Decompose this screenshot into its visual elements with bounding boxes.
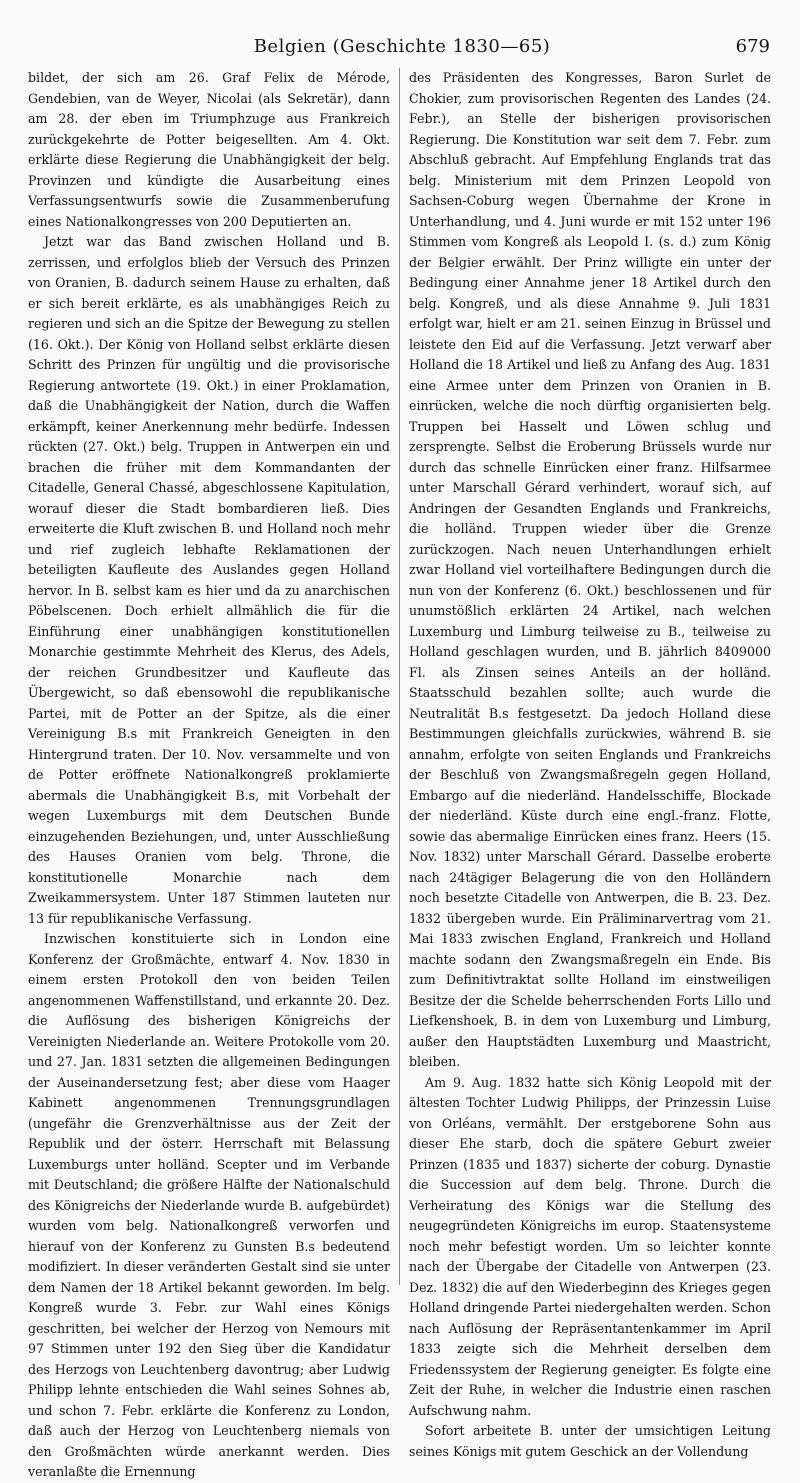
page-header	[28, 28, 776, 58]
paragraph: bildet, der sich am 26. Graf Felix de Mérode, Gendebien, van de Weyer, Nicolai (als Sekretär), dann am 28. der eben im Triumphzuge aus Frankreich zurückgekehrte de Potter beigesellten. Am 4. Okt. erklärte diese Regierung die Unabhängigkeit der belg. Provinzen und kündigte die Ausarbeitung eines Verfassungsentwurfs sowie die Zusammenberufung eines Nationalkongresses von 200 Deputierten an.	[28, 70, 390, 229]
page-number: 679	[735, 36, 770, 57]
right-column	[409, 68, 771, 1459]
paragraph: des Präsidenten des Kongresses, Baron Surlet de Chokier, zum provisorischen Regenten des Landes (24. Febr.), an Stelle der bisherigen provisorischen Regierung. Die Konstitution war seit dem 7. Febr. zum Abschluß gebracht. Auf Empfehlung Englands trat das belg. Ministerium mit dem Prinzen Leopold von Sachsen-Coburg wegen Übernahme der Krone in Unterhandlung, und 4. Juni wurde er mit 152 unter 196 Stimmen vom Kongreß als Leopold I. (s. d.) zum König der Belgier erwählt. Der Prinz willigte ein unter der Bedingung einer Annahme jener 18 Artikel durch den belg. Kongreß, und als diese Annahme 9. Juli 1831 erfolgt war, hielt er am 21. seinen Einzug in Brüssel und leistete den Eid auf die Verfassung. Jetzt verwarf aber Holland die 18 Artikel und ließ zu Anfang des Aug. 1831 eine Armee unter dem Prinzen von Oranien in B. einrücken, welche die noch dürftig organisierten belg. Truppen bei Hasselt und Löwen schlug und zersprengte. Selbst die Eroberung Brüssels wurde nur durch das schnelle Einrücken einer franz. Hilfsarmee unter Marschall Gérard verhindert, worauf sich, auf Andringen der Gesandten Englands und Frankreichs, die holländ. Truppen wieder über die Grenze zurückzogen. Nach neuen Unterhandlungen erhielt zwar Holland viel vorteilhaftere Bedingungen durch die nun von der Konferenz (6. Okt.) beschlossenen und für unumstößlich erklärten 24 Artikel, nach welchen Luxemburg und Limburg teilweise zu B., teilweise zu Holland geschlagen wurden, und B. jährlich 8409000 Fl. als Zinsen seines Anteils an der holländ. Staatsschuld bezahlen sollte; auch wurde die Neutralität B.s festgesetzt. Da jedoch Holland diese Bestimmungen gleichfalls zurückwies, während B. sie annahm, erfolgte von seiten Englands und Frankreichs der Beschluß von Zwangsmaßregeln gegen Holland, Embargo auf die niederländ. Handelsschiffe, Blockade der niederländ. Küste durch eine engl.-franz. Flotte, sowie das abermalige Einrücken eines franz. Heers (15. Nov. 1832) unter Marschall Gérard. Dasselbe eroberte nach 24tägiger Belagerung die von den Holländern noch besetzte Citadelle von Antwerpen, die B. 23. Dez. 1832 übergeben wurde. Ein Präliminarvertrag vom 21. Mai 1833 zwischen England, Frankreich und Holland machte sodann den Zwangsmaßregeln ein Ende. Bis zum Definitivtraktat sollte Holland im einstweiligen Besitze der die Schelde beherrschenden Forts Lillo und Liefkenshoek, B. in dem von Luxemburg und Limburg, außer den Hauptstädten Luxemburg und Maastricht, bleiben.	[409, 70, 771, 1069]
running-head-title: Belgien (Geschichte 1830—65)	[253, 36, 551, 57]
paragraph: Jetzt war das Band zwischen Holland und B. zerrissen, und erfolglos blieb der Versuch des Prinzen von Oranien, B. dadurch seinem Hause zu erhalten, daß er sich bereit erklärte, es als unabhängiges Reich zu regieren und sich an die Spitze der Bewegung zu stellen (16. Okt.). Der König von Holland selbst erklärte diesen Schritt des Prinzen für ungültig und die provisorische Regierung antwortete (19. Okt.) in einer Proklamation, daß die Unabhängigkeit der Nation, durch die Waffen erkämpft, keiner Anerkennung mehr bedürfe. Indessen rückten (27. Okt.) belg. Truppen in Antwerpen ein und brachen die früher mit dem Kommandanten der Citadelle, General Chassé, abgeschlossene Kapitulation, worauf dieser die Stadt bombardieren ließ. Dies erweiterte die Kluft zwischen B. und Holland noch mehr und rief zugleich lebhafte Reklamationen der beteiligten Kaufleute des Auslandes gegen Holland hervor. In B. selbst kam es hier und da zu anarchischen Pöbelscenen. Doch erhielt allmählich die für die Einführung einer unabhängigen konstitutionellen Monarchie gestimmte Mehrheit des Klerus, des Adels, der reichen Grundbesitzer und Kaufleute das Übergewicht, so daß ebensowohl die republikanische Partei, mit de Potter an der Spitze, als die einer Vereinigung B.s mit Frankreich Geneigten in den Hintergrund traten. Der 10. Nov. versammelte und von de Potter eröffnete Nationalkongreß proklamierte abermals die Unabhängigkeit B.s, mit Vorbehalt der wegen Luxemburgs mit dem Deutschen Bunde einzugehenden Beziehungen, und, unter Ausschließung des Hauses Oranien vom belg. Throne, die konstitutionelle Monarchie nach dem Zweikammersystem. Unter 187 Stimmen lauteten nur 13 für republikanische Verfassung.	[28, 234, 390, 926]
column-divider	[399, 68, 400, 1285]
text-columns	[28, 68, 776, 1479]
paragraph: Am 9. Aug. 1832 hatte sich König Leopold mit der ältesten Tochter Ludwig Philipps, der Prinzessin Luise von Orléans, vermählt. Der erstgeborene Sohn aus dieser Ehe starb, doch die spätere Geburt zweier Prinzen (1835 und 1837) sicherte der coburg. Dynastie die Succession auf dem belg. Throne. Durch die Verheiratung des Königs war die Stellung des neugegründeten Königreichs im europ. Staatensysteme noch mehr befestigt worden. Um so leichter konnte nach der Übergabe der Citadelle von Antwerpen (23. Dez. 1832) die auf den Wiederbeginn des Krieges gegen Holland dringende Partei niedergehalten werden. Schon nach Auflösung der Repräsentantenkammer im April 1833 zeigte sich die Mehrheit derselben dem Friedenssystem der Regierung geneigter. Es folgte eine Zeit der Ruhe, in welcher die Industrie einen raschen Aufschwung nahm.	[409, 1074, 771, 1418]
paragraph: Sofort arbeitete B. unter der umsichtigen Leitung seines Königs mit gutem Geschick an der Vollendung	[409, 1423, 771, 1459]
paragraph: Inzwischen konstituierte sich in London eine Konferenz der Großmächte, entwarf 4. Nov. 1830 in einem ersten Protokoll den von beiden Teilen angenommenen Waffenstillstand, und erkannte 20. Dez. die Auflösung des bisherigen Königreichs der Vereinigten Niederlande an. Weitere Protokolle vom 20. und 27. Jan. 1831 setzten die allgemeinen Bedingungen der Auseinandersetzung fest; aber diese vom Haager Kabinett angenommenen Trennungsgrundlagen (ungefähr die Grenzverhältnisse aus der Zeit der Republik und der österr. Herrschaft mit Belassung Luxemburgs unter holländ. Scepter und im Verbande mit Deutschland; die größere Hälfte der Nationalschuld des Königreichs der Niederlande wurde B. aufgebürdet) wurden vom belg. Nationalkongreß verworfen und hierauf von der Konferenz zu Gunsten B.s bedeutend modifiziert. In dieser veränderten Gestalt sind sie unter dem Namen der 18 Artikel bekannt geworden. Im belg. Kongreß wurde 3. Febr. zur Wahl eines Königs geschritten, bei welcher der Herzog von Nemours mit 97 Stimmen unter 192 den Sieg über die Kandidatur des Herzogs von Leuchtenberg davontrug; aber Ludwig Philipp lehnte entschieden die Wahl seines Sohnes ab, und schon 7. Febr. erklärte die Konferenz zu London, daß auch der Herzog von Leuchtenberg niemals von den Großmächten würde anerkannt werden. Dies veranlaßte die Ernennung	[28, 931, 390, 1479]
left-column	[28, 68, 390, 1479]
